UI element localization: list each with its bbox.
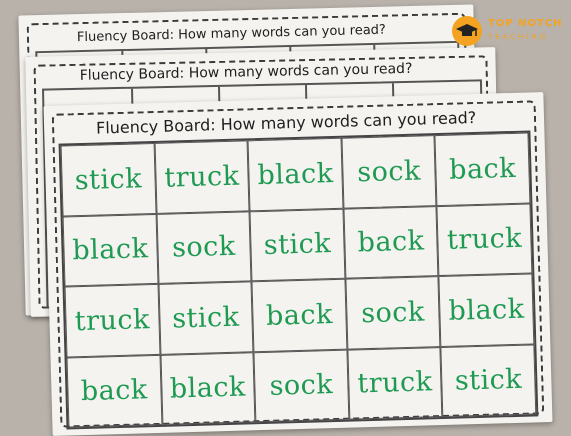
word-cell: stick	[250, 208, 346, 281]
back-worksheet-title: Fluency Board: How many words can you read?	[76, 22, 387, 46]
logo-name: TOP NOTCH	[488, 18, 563, 29]
word-cell: back	[343, 206, 439, 279]
word-cell: black	[248, 138, 344, 211]
fluency-word-grid	[59, 130, 539, 429]
word-cell: stick	[441, 344, 537, 417]
word-cell: back	[435, 133, 531, 206]
graduation-cap-icon	[452, 16, 482, 46]
word-cell: truck	[65, 284, 161, 357]
front-worksheet-title: Fluency Board: How many words can you read?	[95, 107, 477, 138]
word-cell: black	[63, 213, 159, 286]
word-cell: stick	[61, 143, 157, 216]
word-cell: back	[67, 354, 163, 427]
word-cell: sock	[341, 135, 437, 208]
word-cell: black	[439, 273, 535, 346]
top-notch-teaching-logo	[452, 14, 564, 50]
word-cell: sock	[156, 211, 252, 284]
word-cell: sock	[345, 276, 441, 349]
front-worksheet	[43, 92, 552, 436]
word-cell: truck	[154, 140, 250, 213]
word-cell: back	[252, 279, 348, 352]
word-cell: truck	[437, 203, 533, 276]
word-cell: truck	[347, 347, 443, 420]
logo-subtitle: TEACHING	[488, 33, 549, 41]
word-cell: black	[160, 352, 256, 425]
word-cell: sock	[254, 349, 350, 422]
middle-worksheet-title: Fluency Board: How many words can you read?	[79, 60, 413, 84]
word-cell: stick	[158, 281, 254, 354]
